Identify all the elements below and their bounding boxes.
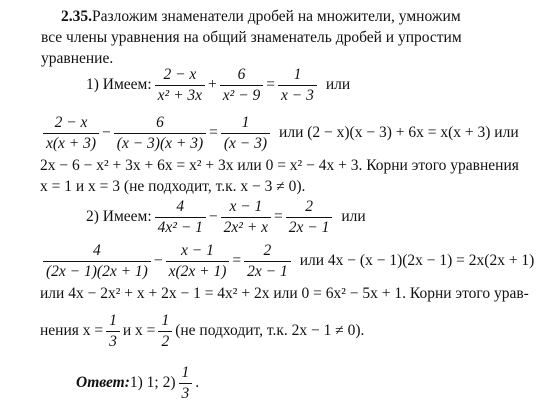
part1-factored — [40, 114, 550, 153]
fraction-denominator: x(2x + 1) — [166, 261, 230, 281]
fraction-numerator: 4 — [93, 242, 101, 259]
part2-roots-suffix: (не подходит, т.к. 2x − 1 ≠ 0). — [175, 322, 365, 340]
fraction-denominator: x² − 9 — [220, 85, 264, 105]
part1-label: 1) Имеем: — [86, 76, 152, 94]
answer-text: 1) 1; 2) — [129, 374, 176, 392]
answer-line — [76, 364, 550, 403]
or-word: или — [325, 76, 351, 94]
part1-factored-fraction-2 — [114, 114, 206, 153]
fraction-numerator: 2 − x — [163, 66, 197, 83]
fraction-denominator: 2x − 1 — [244, 261, 291, 281]
fraction-numerator: 2 — [305, 198, 313, 215]
fraction-denominator: (x − 3) — [221, 133, 270, 153]
part1-expression: или (2 − x)(x − 3) + 6x = x(x + 3) или — [279, 124, 519, 142]
part2-roots-line — [40, 312, 550, 351]
fraction-denominator: 2x² + x — [221, 217, 271, 237]
part2-roots-middle: и x = — [122, 322, 156, 340]
fraction-numerator: x − 1 — [229, 198, 263, 215]
fraction-denominator: 2 — [158, 331, 172, 351]
fraction-denominator: (x − 3)(x + 3) — [114, 133, 206, 153]
part1-factored-fraction-1 — [43, 114, 99, 153]
equals-sign: = — [209, 124, 218, 142]
part2-label: 2) Имеем: — [86, 208, 152, 226]
fraction-numerator: 4 — [176, 198, 185, 215]
part1-equation — [86, 66, 550, 105]
part2-factored — [40, 242, 550, 281]
part2-equation — [86, 198, 550, 237]
fraction-numerator: 6 — [156, 114, 164, 131]
part2-factored-fraction-3 — [244, 242, 291, 281]
fraction-numerator: 6 — [237, 66, 246, 83]
minus-sign: − — [153, 252, 163, 270]
answer-fraction — [179, 364, 193, 403]
part2-factored-fraction-2 — [166, 242, 230, 281]
fraction-denominator: x − 3 — [278, 85, 317, 105]
part2-fraction-3 — [286, 198, 333, 237]
plus-sign: + — [208, 76, 217, 94]
problem-number: 2.35. — [61, 8, 92, 25]
equals-sign: = — [232, 252, 242, 270]
or-word: или — [341, 208, 366, 226]
part1-fraction-3 — [278, 66, 317, 105]
fraction-numerator: 1 — [181, 364, 190, 381]
part2-expand-line — [40, 285, 550, 303]
part1-roots-text: x = 1 и x = 3 (не подходит, т.к. x − 3 ≠ 0). — [40, 178, 306, 195]
answer-dot: . — [195, 374, 200, 392]
equals-sign: = — [266, 76, 276, 94]
fraction-numerator: 1 — [109, 312, 117, 329]
fraction-numerator: 1 — [293, 66, 302, 83]
part2-roots-prefix: нения x = — [40, 322, 104, 340]
fraction-denominator: 2x − 1 — [286, 217, 333, 237]
intro-text-1: Разложим знаменатели дробей на множители, умножим — [92, 8, 461, 25]
part2-fraction-1 — [155, 198, 206, 237]
minus-sign: − — [208, 208, 218, 226]
part1-factored-fraction-3 — [221, 114, 270, 153]
intro-text-3: уравнение. — [41, 50, 114, 67]
fraction-denominator: 3 — [106, 331, 120, 351]
intro-line-1 — [61, 8, 550, 26]
equals-sign: = — [274, 208, 283, 226]
minus-sign: − — [102, 124, 111, 142]
fraction-numerator: 1 — [241, 114, 250, 131]
fraction-denominator: x(x + 3) — [43, 133, 99, 153]
intro-line-2 — [41, 29, 550, 47]
part2-expression: или 4x − (x − 1)(2x − 1) = 2x(2x + 1) — [299, 252, 535, 270]
fraction-numerator: 2 − x — [54, 114, 88, 131]
fraction-numerator: 1 — [161, 312, 170, 329]
part1-roots-line — [40, 178, 550, 196]
part1-expand-line — [40, 157, 550, 175]
root-fraction-2 — [158, 312, 172, 351]
part2-factored-fraction-1 — [43, 242, 151, 281]
part2-fraction-2 — [221, 198, 271, 237]
fraction-denominator: 3 — [179, 383, 193, 403]
answer-label: Ответ: — [76, 374, 130, 392]
fraction-denominator: 4x² − 1 — [155, 217, 206, 237]
fraction-denominator: x² + 3x — [155, 85, 205, 105]
part2-expand-text: или 4x − 2x² + x + 2x − 1 = 4x² + 2x или 0 = 6x² − 5x + 1. Корни этого урав- — [40, 285, 529, 302]
fraction-numerator: 2 — [263, 242, 272, 259]
part1-expand-text: 2x − 6 − x² + 3x + 6x = x² + 3x или 0 = x² − 4x + 3. Корни этого уравнения — [40, 157, 519, 174]
intro-text-2: все члены уравнения на общий знаменатель дробей и упростим — [41, 29, 462, 46]
root-fraction-1 — [106, 312, 120, 351]
fraction-numerator: x − 1 — [181, 242, 214, 259]
part1-fraction-1 — [155, 66, 205, 105]
part1-fraction-2 — [220, 66, 264, 105]
fraction-denominator: (2x − 1)(2x + 1) — [43, 261, 151, 281]
